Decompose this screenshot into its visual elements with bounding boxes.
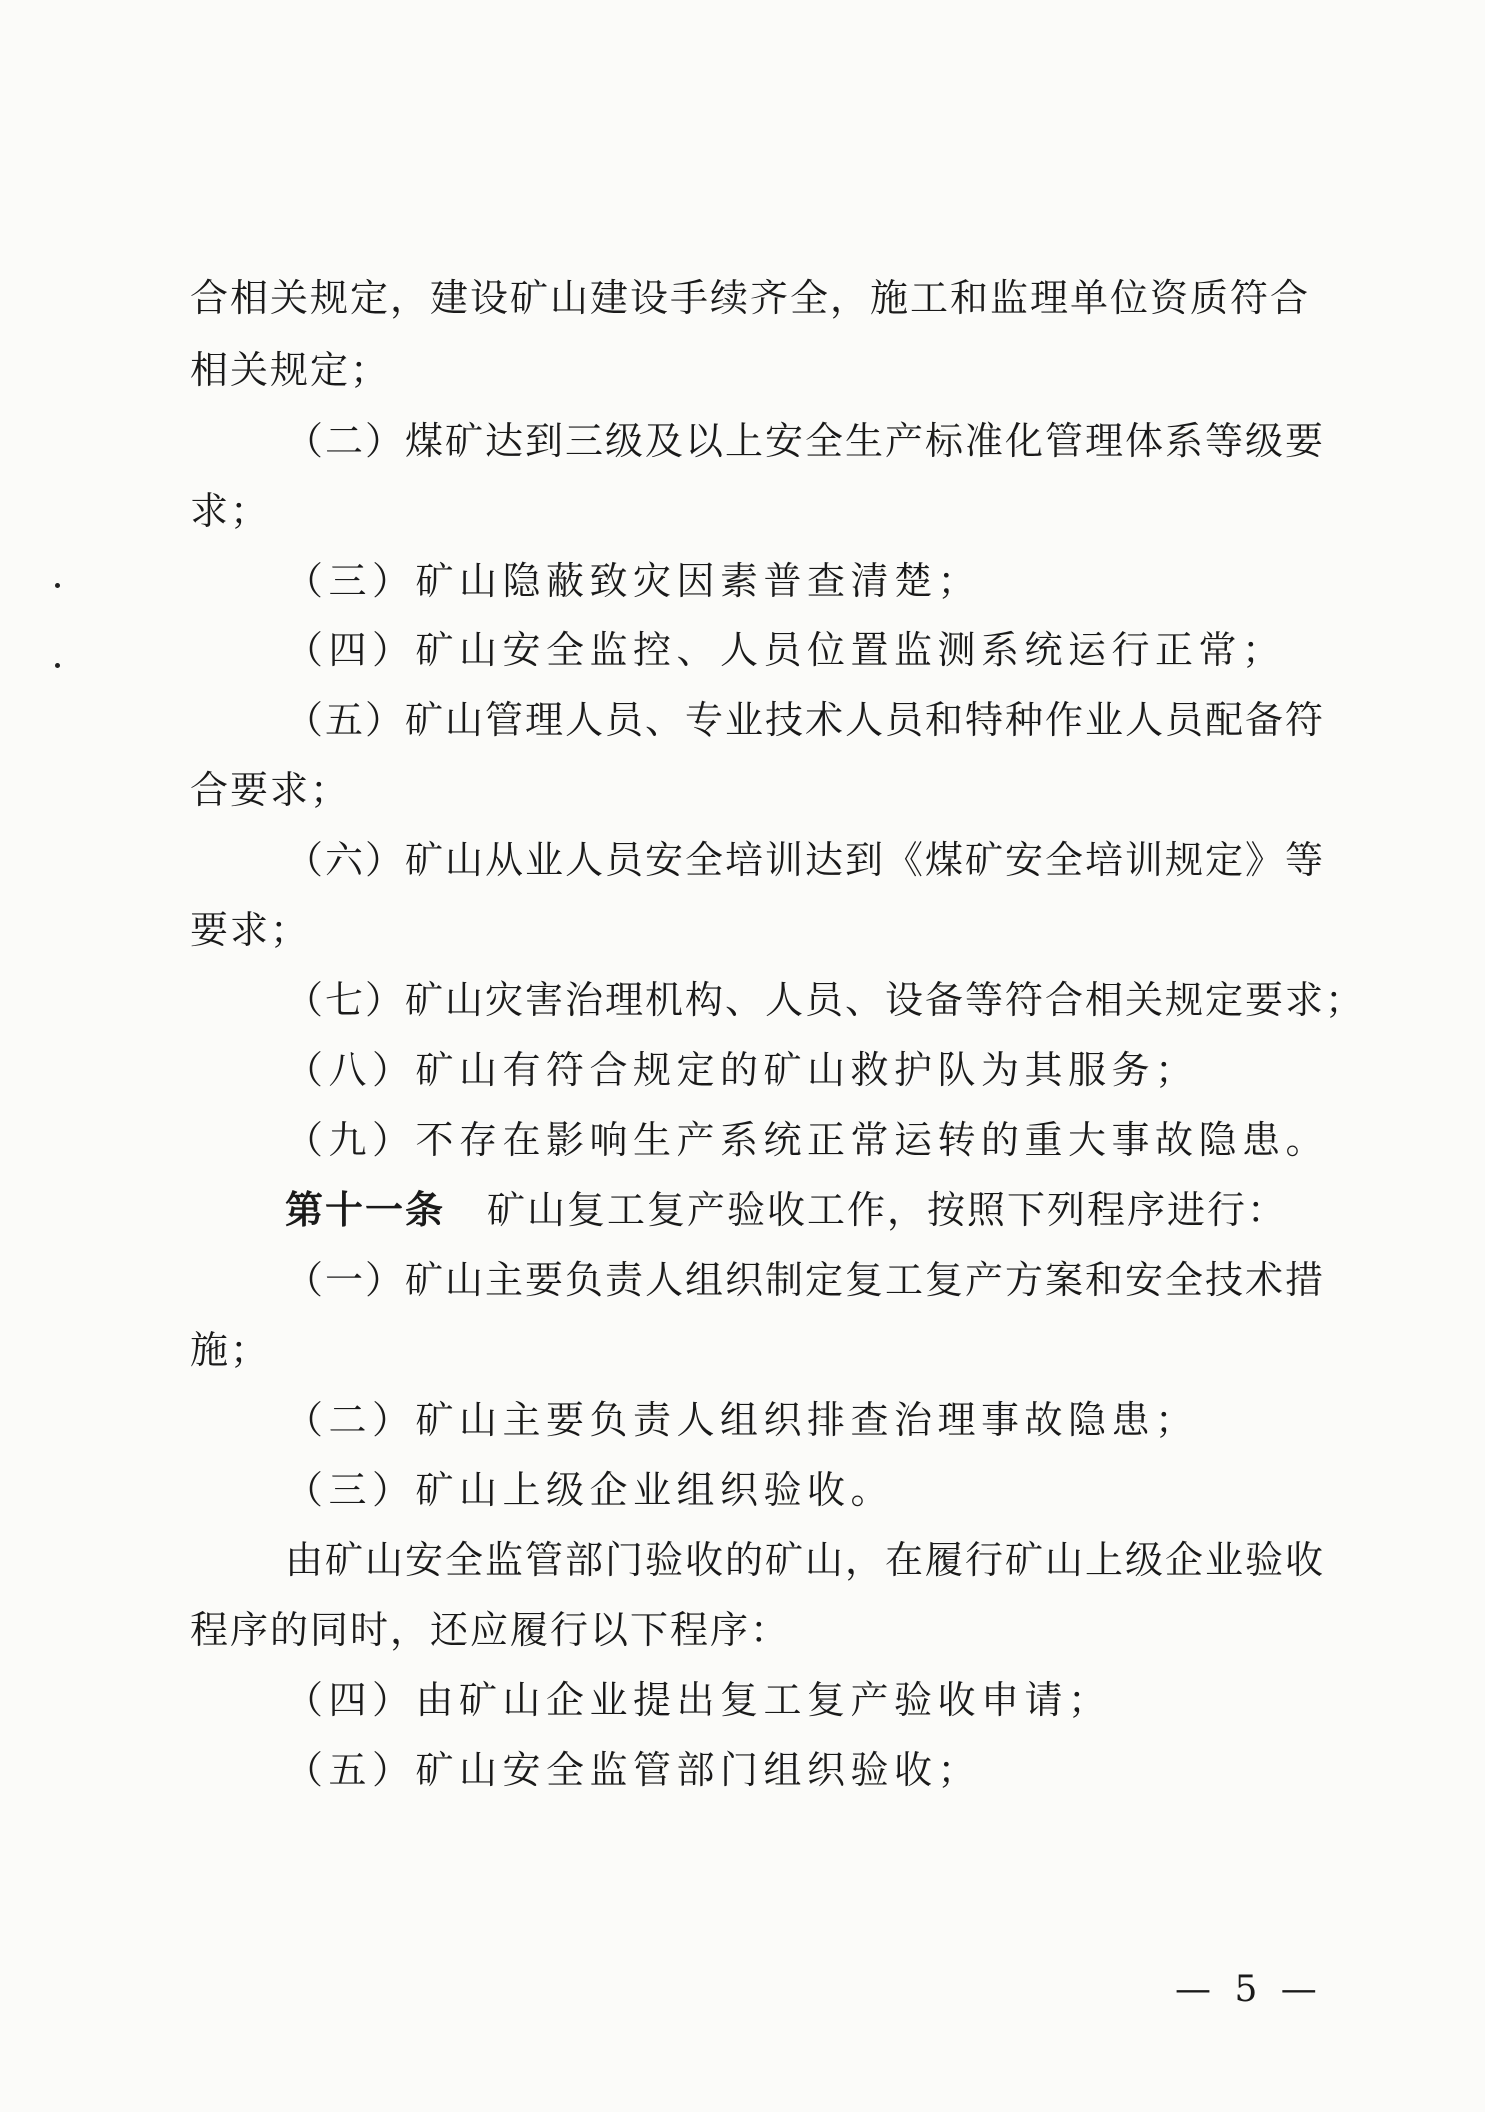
list-item-6: （六）矿山从业人员安全培训达到《煤矿安全培训规定》等	[285, 838, 1326, 882]
text-line: 程序的同时，还应履行以下程序：	[190, 1608, 791, 1652]
list-item-4: （四）矿山安全监控、人员位置监测系统运行正常；	[285, 628, 1286, 672]
list-item-9: （九）不存在影响生产系统正常运转的重大事故隐患。	[285, 1118, 1330, 1162]
text-line: 合相关规定，建设矿山建设手续齐全，施工和监理单位资质符合	[190, 276, 1311, 320]
list-item-5b: （五）矿山安全监管部门组织验收；	[285, 1748, 982, 1792]
text-line: 相关规定；	[190, 348, 391, 392]
list-item-1: （一）矿山主要负责人组织制定复工复产方案和安全技术措	[285, 1258, 1326, 1302]
list-item-7: （七）矿山灾害治理机构、人员、设备等符合相关规定要求；	[285, 978, 1366, 1022]
list-item-5: （五）矿山管理人员、专业技术人员和特种作业人员配备符	[285, 698, 1326, 742]
list-item-8: （八）矿山有符合规定的矿山救护队为其服务；	[285, 1048, 1199, 1092]
list-item-2b: （二）矿山主要负责人组织排查治理事故隐患；	[285, 1398, 1199, 1442]
text-line: 要求；	[190, 908, 311, 952]
margin-dot	[55, 583, 60, 588]
article-11	[285, 1185, 1395, 1235]
text-line: 施；	[190, 1328, 271, 1372]
text-line: 求；	[190, 489, 271, 533]
article-heading: 第十一条	[285, 1187, 446, 1232]
page-number: — 5 —	[1175, 1969, 1323, 2010]
list-item-3: （三）矿山隐蔽致灾因素普查清楚；	[285, 559, 982, 603]
list-item-4b: （四）由矿山企业提出复工复产验收申请；	[285, 1678, 1112, 1722]
text-line: 合要求；	[190, 768, 351, 812]
paragraph-line: 由矿山安全监管部门验收的矿山，在履行矿山上级企业验收	[285, 1538, 1326, 1582]
margin-dot	[55, 663, 60, 668]
list-item-3b: （三）矿山上级企业组织验收。	[285, 1468, 895, 1512]
list-item-2: （二）煤矿达到三级及以上安全生产标准化管理体系等级要	[285, 419, 1326, 463]
article-text: 矿山复工复产验收工作，按照下列程序进行：	[487, 1188, 1288, 1232]
